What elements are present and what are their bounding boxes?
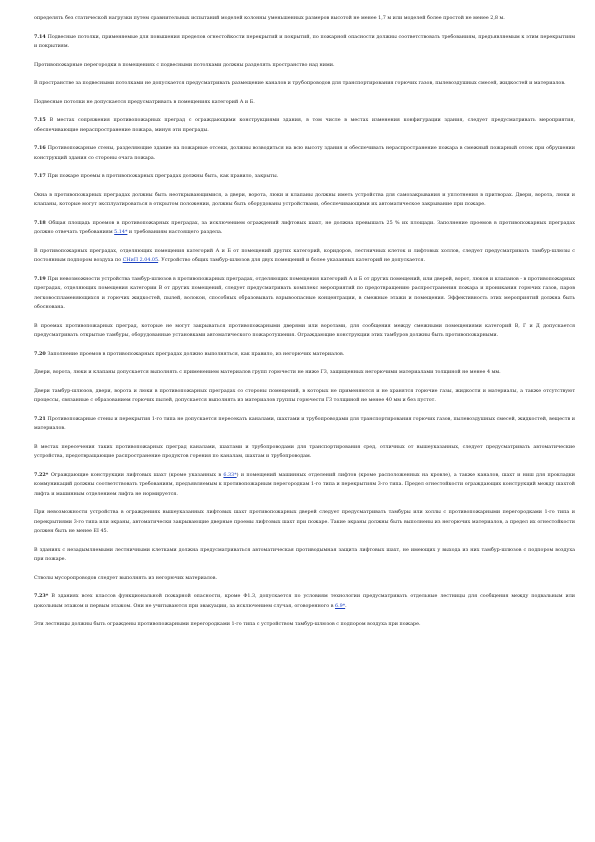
paragraph-text: Двери тамбур-шлюзов, двери, ворота и люки в противопожарных преградах со стороны помещений, в которых не применяются и не хранятся горючие газы, жидкости и материалы, а также отсутствуют процессы, связанные с образованием горючих пылей, допускается выполнять из материалов группы горючести Г3 толщиной не менее 40 мм и без пустот. [34, 387, 575, 404]
clause-number: 7.23* [34, 593, 52, 600]
paragraph [34, 61, 575, 70]
paragraph-text: Подвесные потолки не допускается предусматривать в помещениях категорий А и Б. [34, 98, 255, 105]
paragraph-text: При невозможности устройства в ограждениях вышеуказанных лифтовых шахт противопожарных дверей следует предусматривать тамбуры или холлы с противопожарными перегородками 1-го типа и перекрытиями 3-го типа или экраны, автоматически закрывающие дверные проемы лифтовых шахт при пожаре. Такие экраны должны быть выполнены из негорючих материалов, а предел их огнестойкости должен быть не менее EI 45. [34, 509, 575, 535]
paragraph-text: ) и помещений машинных отделений лифтов (кроме расположенных на кровле), а также каналов, шахт и ниш для прокладки коммуникаций должны соответствовать требованиям, предъявляемым к противопожарным перегородкам 1-го типа и перекрытиям 3-го типа. Предел огнестойкости ограждающих конструкций между шахтой лифта и машинным отделением лифта не нормируется. [34, 471, 575, 497]
clause-number: 7.20 [34, 350, 48, 357]
paragraph-text: и требованиям настоящего раздела. [127, 229, 223, 236]
paragraph-text: Противопожарные стены, разделяющие здание на пожарные отсеки, должны возводиться на всю высоту здания и обеспечивать нераспространение пожара в смежный пожарный отсек при обрушении конструкций здания со стороны очага пожара. [34, 145, 576, 161]
paragraph [34, 620, 575, 629]
paragraph-text: При пожаре проемы в противопожарных преградах должны быть, как правило, закрыты. [47, 173, 279, 180]
clause-number: 7.22* [34, 471, 51, 478]
paragraph-text: В местах сопряжения противопожарных преград с ограждающими конструкциями здания, в том числе в местах изменения конфигурации здания, следует предусматривать мероприятия, обеспечивающие нераспространение пожара, минуя эти преграды. [34, 117, 575, 133]
paragraph-text: . Устройство общих тамбур-шлюзов для двух помещений и более указанных категорий не допускается. [158, 257, 425, 264]
paragraph-text: Двери, ворота, люки и клапаны допускается выполнять с применением материалов групп горючести не ниже Г3, защищенных негорючими материалами толщиной не менее 4 мм. [34, 369, 501, 376]
paragraph [34, 116, 575, 135]
paragraph-text: В пространстве за подвесными потолками не допускается предусматривать размещение каналов и трубопроводов для транспортирования горючих газов, пылевоздушных смесей, жидкостей и материалов. [34, 80, 566, 87]
paragraph-text: Подвесные потолки, применяемые для повышения пределов огнестойкости перекрытий и покрытий, по пожарной опасности должны соответствовать требованиям, предъявляемым к этим перекрытиям и покрытиям. [34, 33, 575, 49]
paragraph [34, 247, 575, 266]
paragraph-text: В зданиях с незадымляемыми лестничными клетками должна предусматриваться автоматическая противодымная защита лифтовых шахт, не имеющих у выхода из них тамбур-шлюзов с подпором воздуха при пожаре. [34, 546, 575, 563]
paragraph [34, 546, 575, 565]
paragraph-text: Стволы мусоропроводов следует выполнять из негорючих материалов. [34, 574, 217, 581]
reference-link[interactable]: СНиП 2.04.05 [122, 257, 159, 264]
paragraph-text: Заполнение проемов в противопожарных преградах должно выполняться, как правило, из негорючих материалов. [47, 350, 345, 357]
paragraph [34, 144, 575, 163]
paragraph [34, 368, 575, 377]
paragraph-text: В противопожарных преградах, отделяющих помещения категорий А и Б от помещений других категорий, коридоров, лестничных клеток и лифтовых холлов, следует предусматривать тамбур-шлюзы с постоянным подпором воздуха по [34, 247, 575, 264]
paragraph-text: Ограждающие конструкции лифтовых шахт (кроме указанных в [50, 471, 224, 478]
paragraph-text: Общая площадь проемов в противопожарных преградах, за исключением ограждений лифтовых шахт, не должна превышать 25 % их площади. Заполнение проемов в противопожарных преградах должно отвечать требованиям [34, 219, 576, 236]
paragraph [34, 443, 575, 462]
paragraph [34, 415, 575, 434]
reference-link[interactable]: 6.9* [334, 602, 346, 609]
paragraph [34, 98, 575, 107]
clause-number: 7.21 [34, 415, 48, 422]
paragraph [34, 172, 575, 181]
paragraph [34, 322, 575, 341]
paragraph [34, 508, 575, 536]
paragraph-text: В проемах противопожарных преград, которые не могут закрываться противопожарными дверями или воротами, для сообщения между смежными помещениями категорий В, Г и Д допускается предусматривать открытые тамбуры, оборудованные установками автоматического пожаротушения. Ограждающие конструкции этих тамбуров должны быть противопожарными. [34, 322, 575, 339]
paragraph-text: . [345, 602, 347, 609]
clause-number: 7.19 [34, 275, 48, 282]
paragraph-text: В местах пересечения таких противопожарных преград каналами, шахтами и трубопроводами для транспортирования сред, отличных от вышеуказанных, следует предусматривать автоматические устройства, предотвращающие распространение продуктов горения по каналам, шахтам и трубопроводам. [34, 443, 575, 460]
paragraph [34, 471, 575, 499]
clause-number: 7.18 [34, 219, 49, 226]
paragraph [34, 387, 575, 406]
paragraph [34, 219, 575, 238]
reference-link[interactable]: 5.14* [114, 229, 128, 236]
paragraph-text: В зданиях всех классов функциональной пожарной опасности, кроме Ф1.3, допускается по условиям технологии предусматривать отдельные лестницы для сообщения между подвальным или цокольным этажом и первым этажом. Они не учитываются при эвакуации, за исключением случая, оговоренного в [34, 593, 575, 609]
paragraph [34, 14, 575, 23]
paragraph [34, 574, 575, 583]
paragraph [34, 33, 575, 52]
paragraph-text: При невозможности устройства тамбур-шлюзов в противопожарных преградах, отделяющих помещения категорий А и Б от других помещений, или дверей, ворот, люков и клапанов - в противопожарных преградах, отделяющих помещения категории В от других помещений, следует предусматривать комплекс мероприятий по предотвращению распространения пожара и проникания горючих газов, паров легковоспламеняющихся и горючих жидкостей, пылей, волокон, способных образовывать взрывоопасные концентрации, в смежные этажи и помещения. Эффективность этих мероприятий должна быть обоснована. [34, 275, 575, 311]
paragraph-text: Эти лестницы должны быть ограждены противопожарными перегородками 1-го типа с устройством тамбур-шлюзов с подпором воздуха при пожаре. [34, 621, 421, 628]
clause-number: 7.14 [34, 33, 48, 40]
clause-number: 7.16 [34, 145, 48, 152]
clause-number: 7.15 [34, 117, 50, 124]
paragraph [34, 275, 575, 313]
clause-number: 7.17 [34, 173, 48, 180]
paragraph [34, 592, 575, 611]
paragraph [34, 191, 575, 210]
paragraph-text: Окна в противопожарных преградах должны быть неоткрывающимися, а двери, ворота, люки и клапаны должны иметь устройства для самозакрывания и уплотнения в притворах. Двери, ворота, люки и клапаны, которые могут эксплуатироваться в открытом положении, должны быть оборудованы устройствами, обеспечивающими их автоматическое закрывание при пожаре. [34, 191, 575, 208]
paragraph-text: Противопожарные перегородки в помещениях с подвесными потолками должны разделять пространство над ними. [34, 61, 335, 68]
paragraph [34, 79, 575, 88]
paragraph [34, 350, 575, 359]
reference-link[interactable]: 6.33* [223, 471, 237, 478]
paragraph-text: Противопожарные стены и перекрытия 1-го типа не допускается пересекать каналами, шахтами и трубопроводами для транспортирования горючих газов, пылевоздушных смесей, жидкостей, веществ и материалов. [34, 415, 575, 432]
paragraph-text: определять без статической нагрузки путем сравнительных испытаний моделей колонны уменьшенных размеров высотой не менее 1,7 м или моделей более простой не менее 2,8 м. [34, 15, 505, 21]
